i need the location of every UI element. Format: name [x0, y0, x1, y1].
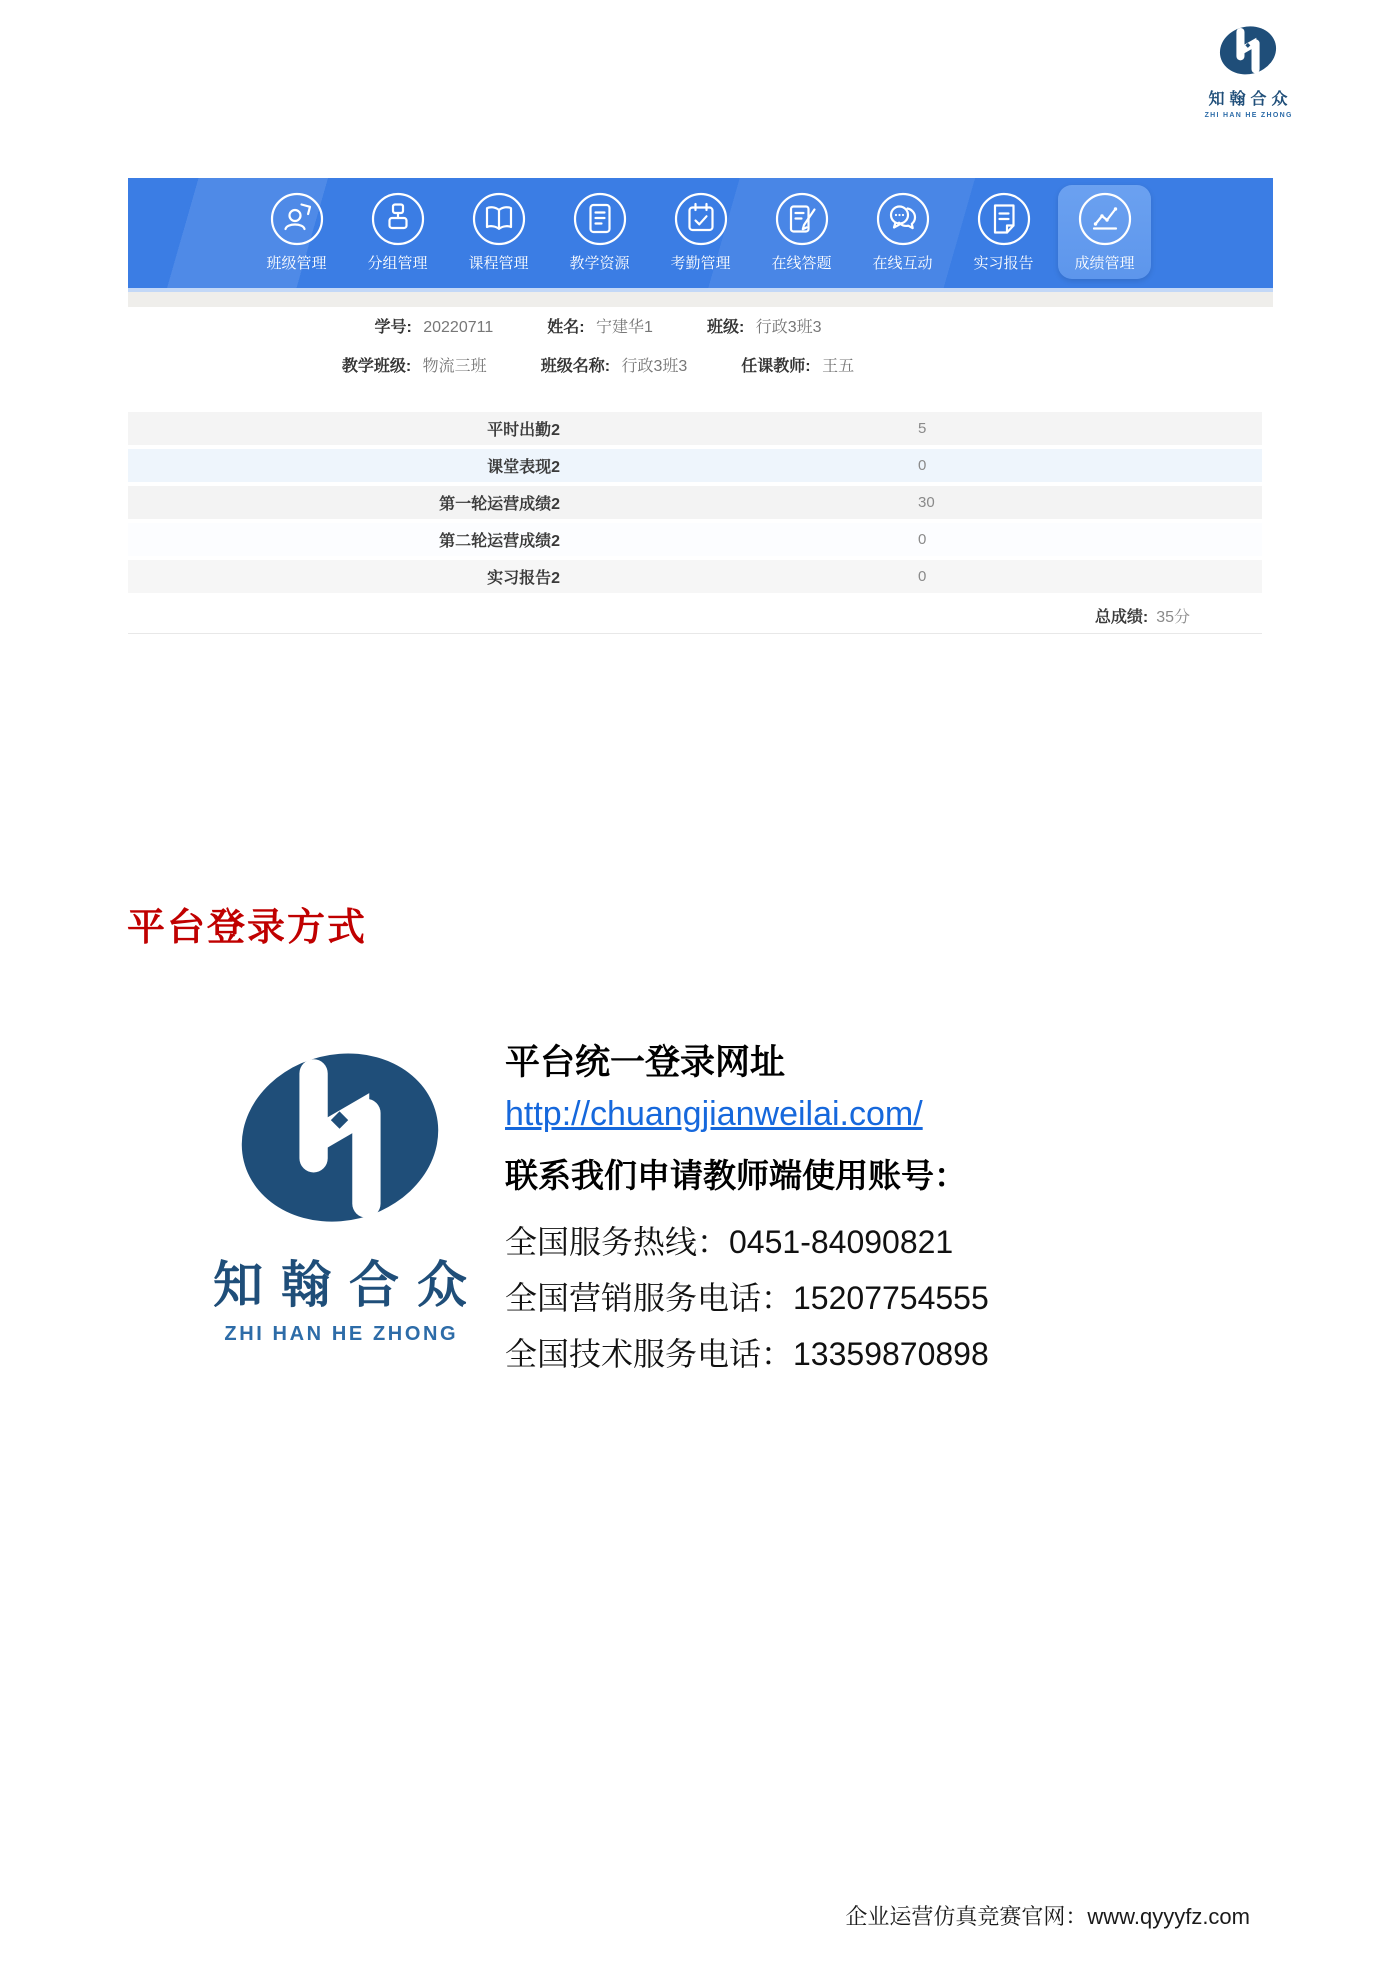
teacher-nav-bar — [128, 178, 1273, 292]
student-name-field — [547, 314, 653, 337]
student-name-value: 宁建华1 — [596, 319, 653, 336]
nav-item-label: 分组管理 — [367, 255, 428, 272]
score-table — [128, 412, 1262, 634]
nav-item-attendance-management[interactable] — [650, 178, 751, 288]
total-score-label: 总成绩: — [1094, 608, 1149, 626]
class-name-label: 班级名称: — [540, 358, 611, 375]
student-id-value: 20220711 — [423, 319, 494, 336]
student-info-row-1 — [128, 314, 1068, 337]
student-class-field — [707, 314, 822, 337]
brand-logo-small — [1178, 24, 1318, 119]
score-row-label: 第二轮运营成绩2 — [439, 533, 560, 550]
score-row-value: 30 — [918, 494, 935, 511]
student-id-label: 学号: — [374, 319, 412, 336]
nav-items — [246, 178, 1155, 288]
hotline-list — [505, 1214, 1145, 1382]
score-row-value: 0 — [918, 568, 927, 585]
teacher-field — [741, 353, 854, 376]
table-row — [128, 449, 1262, 482]
nav-item-score-management[interactable] — [1054, 178, 1155, 288]
student-class-value: 行政3班3 — [755, 319, 822, 336]
brand-name-cn: 知翰合众 — [1208, 91, 1293, 108]
brand-name-en: ZHI HAN HE ZHONG — [224, 1323, 459, 1345]
table-row — [128, 523, 1262, 556]
score-row-value: 5 — [918, 420, 927, 437]
nav-item-label: 实习报告 — [973, 255, 1034, 272]
score-row-value: 0 — [918, 531, 927, 548]
student-info-row-2 — [128, 353, 1068, 376]
teacher-value: 王五 — [822, 358, 855, 375]
class-name-field — [541, 353, 688, 376]
score-row-label: 实习报告2 — [487, 570, 560, 587]
hotline-service: 全国服务热线：0451-84090821 — [505, 1224, 954, 1260]
nav-item-label: 班级管理 — [266, 255, 327, 272]
total-score-row — [128, 597, 1262, 634]
hotline-sales: 全国营销服务电话：15207754555 — [505, 1280, 989, 1316]
table-row — [128, 412, 1262, 445]
nav-item-group-management[interactable] — [347, 178, 448, 288]
score-row-label: 第一轮运营成绩2 — [439, 496, 560, 513]
brand-name-cn: 知翰合众 — [213, 1257, 485, 1313]
teaching-class-field — [342, 353, 487, 376]
course-management-icon — [471, 191, 527, 247]
nav-item-label: 在线互动 — [872, 255, 933, 272]
internship-report-icon — [976, 191, 1032, 247]
nav-item-label: 在线答题 — [771, 255, 832, 272]
brand-monogram-icon — [231, 1046, 449, 1230]
total-score-value: 35分 — [1156, 608, 1190, 626]
student-id-field — [374, 314, 493, 337]
online-quiz-icon — [774, 191, 830, 247]
hotline-tech: 全国技术服务电话：13359870898 — [505, 1336, 989, 1372]
attendance-management-icon — [673, 191, 729, 247]
nav-item-label: 课程管理 — [468, 255, 529, 272]
section-title: 平台登录方式 — [127, 907, 368, 949]
table-row — [128, 560, 1262, 593]
nav-item-label: 考勤管理 — [670, 255, 731, 272]
score-management-icon — [1077, 191, 1133, 247]
group-management-icon — [370, 191, 426, 247]
footer-website: 企业运营仿真竞赛官网：www.qyyyfz.com — [845, 1904, 1250, 1929]
login-url-title: 平台统一登录网址 — [505, 1043, 786, 1082]
login-url-link[interactable]: http://chuangjianweilai.com/ — [505, 1095, 923, 1133]
teaching-class-value: 物流三班 — [422, 358, 487, 375]
nav-item-class-management[interactable] — [246, 178, 347, 288]
class-name-value: 行政3班3 — [621, 358, 688, 375]
brand-logo-large — [190, 1046, 490, 1346]
online-interaction-icon — [875, 191, 931, 247]
student-info — [128, 314, 1068, 392]
nav-item-online-interaction[interactable] — [852, 178, 953, 288]
teaching-class-label: 教学班级: — [341, 358, 412, 375]
nav-bar-shadow-strip — [128, 292, 1273, 307]
class-management-icon — [269, 191, 325, 247]
teacher-label: 任课教师: — [741, 358, 811, 375]
nav-item-internship-report[interactable] — [953, 178, 1054, 288]
nav-item-online-quiz[interactable] — [751, 178, 852, 288]
teaching-resources-icon — [572, 191, 628, 247]
score-row-label: 平时出勤2 — [487, 422, 560, 439]
table-row — [128, 486, 1262, 519]
nav-item-label: 教学资源 — [569, 255, 630, 272]
nav-item-label: 成绩管理 — [1074, 255, 1135, 272]
score-row-label: 课堂表现2 — [487, 459, 560, 476]
student-name-label: 姓名: — [547, 319, 585, 336]
nav-item-course-management[interactable] — [448, 178, 549, 288]
brand-monogram-icon — [1217, 24, 1279, 77]
login-info-block — [505, 1040, 1145, 1382]
nav-item-teaching-resources[interactable] — [549, 178, 650, 288]
brand-name-en: ZHI HAN HE ZHONG — [1204, 112, 1293, 119]
student-class-label: 班级: — [706, 319, 745, 336]
contact-title: 联系我们申请教师端使用账号： — [505, 1157, 967, 1194]
score-row-value: 0 — [918, 457, 927, 474]
